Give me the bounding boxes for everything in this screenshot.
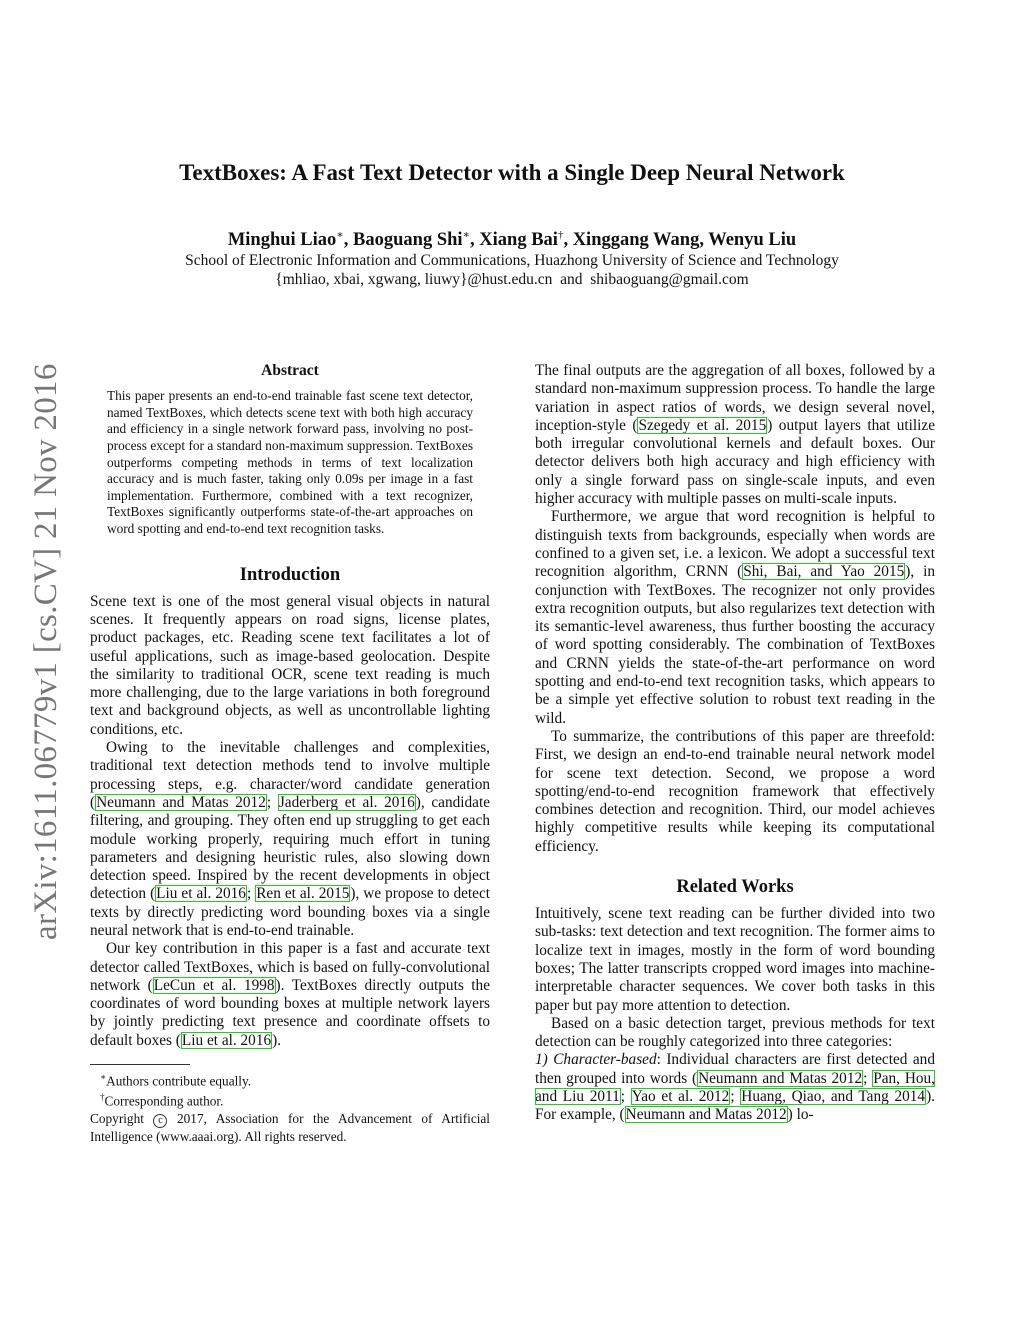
intro-paragraph-5: Furthermore, we argue that word recognition is helpful to distinguish texts from backgrounds, especially when words are confined to a given set, i.e. a lexicon. We adopt a successful text recognition algorithm, CRNN (Shi, Bai, and Yao 2015), in conjunction with TextBoxes. The recognizer not only provides extra recognition outputs, but also regularizes text detection with its semantic-level awareness, thus further boosting the accuracy of word spotting considerably. The combination of TextBoxes and CRNN yields the state-of-the-art performance on word spotting and end-to-end text recognition tasks, which appears to be a simple yet effective solution to robust text reading in the wild. — [535, 508, 935, 727]
author-emails: {mhliao, xbai, xgwang, liuwy}@hust.edu.cn and shibaoguang@gmail.com — [275, 271, 749, 288]
related-works-heading: Related Works — [676, 877, 794, 898]
abstract-heading: Abstract — [261, 362, 319, 379]
citation-link[interactable]: Jaderberg et al. 2016 — [278, 793, 415, 811]
author-name: Xinggang Wang, Wenyu Liu — [572, 230, 797, 251]
corresponding-author-mark: † — [557, 229, 564, 241]
author-name: Xiang Bai — [479, 230, 558, 251]
copyright-notice: Copyright c 2017, Association for the Advancement of Artificial Intelligence (www.aaai.org). All rights reserved. — [90, 1110, 491, 1144]
footnote-rule — [90, 1064, 190, 1065]
footnote-equal: ∗Authors contribute equally. — [99, 1072, 252, 1089]
affiliation-block — [0, 251, 1024, 289]
citation-link[interactable]: Neumann and Matas 2012 — [625, 1106, 787, 1124]
intro-paragraph-1: Scene text is one of the most general visual objects in natural scenes. It frequently appears on road signs, license plates, product packages, etc. Reading scene text facilitates a lot of useful applications, such as image-based geolocation. Despite the similarity to traditional OCR, scene text reading is much more challenging, due to the large variations in both foreground text and background objects, as well as uncontrollable lighting conditions, etc. — [90, 592, 490, 738]
citation-link[interactable]: Liu et al. 2016 — [156, 885, 246, 903]
author-name: Baoguang Shi — [353, 230, 463, 251]
right-column — [535, 362, 935, 1125]
related-paragraph-3: 1) Character-based: Individual characters are first detected and then grouped into words (Neumann and Matas 2012; Pan, Hou, and Liu 2011; Yao et al. 2012; Huang, Qiao, and Tang 2014). For example, (Neumann and Matas 2012) lo- — [535, 1051, 936, 1124]
intro-paragraph-2: Owing to the inevitable challenges and complexities, traditional text detection methods tend to involve multiple processing steps, e.g. character/word candidate generation (Neumann and Matas 2012; Jaderberg et al. 2016), candidate filtering, and grouping. They often end up struggling to get each module working properly, requiring much effort in tuning parameters and designing heuristic rules, also slowing down detection speed. Inspired by the recent developments in object detection (Liu et al. 2016; Ren et al. 2015), we propose to detect texts by directly predicting word bounding boxes via a single neural network that is end-to-end trainable. — [90, 739, 491, 939]
citation-link[interactable]: Pan, Hou, and Liu 2011 — [535, 1069, 936, 1105]
citation-link[interactable]: Liu et al. 2016 — [181, 1031, 272, 1049]
related-paragraph-1: Intuitively, scene text reading can be further divided into two sub-tasks: text detection and text recognition. The former aims to localize text in images, mostly in the form of word bounding boxes; The latter transcripts cropped word images into machine-interpretable character sequences. We cover both tasks in this paper but pay more attention to detection. — [535, 905, 935, 1014]
intro-paragraph-6: To summarize, the contributions of this paper are threefold: First, we design an end-to-end trainable neural network model for scene text detection. Second, we propose a word spotting/end-to-end recognition framework that effectively combines detection and recognition. Third, our model achieves highly competitive results while keeping its computational efficiency. — [535, 727, 935, 855]
author-name: Minghui Liao — [227, 230, 337, 251]
intro-paragraph-4: The final outputs are the aggregation of all boxes, followed by a standard non-maximum suppression process. To handle the large variation in aspect ratios of words, we design several novel, inception-style (Szegedy et al. 2015) output layers that utilize both irregular convolutional kernels and default boxes. Our detector delivers both high accuracy and high efficiency with only a single forward pass on single-scale inputs, and even higher accuracy with multiple passes on multi-scale inputs. — [535, 362, 936, 508]
paper-title: TextBoxes: A Fast Text Detector with a Single Deep Neural Network — [179, 160, 845, 185]
citation-link[interactable]: Huang, Qiao, and Tang 2014 — [741, 1087, 926, 1105]
citation-link[interactable]: Ren et al. 2015 — [256, 885, 350, 903]
introduction-heading: Introduction — [239, 564, 341, 585]
affiliation: School of Electronic Information and Communications, Huazhong University of Science and Technology — [185, 252, 839, 269]
equal-contribution-mark: ∗ — [462, 229, 471, 241]
arxiv-identifier: arXiv:1611.06779v1 [cs.CV] 21 Nov 2016 — [28, 363, 64, 940]
footnote-corresponding: †Corresponding author. — [99, 1092, 224, 1109]
citation-link[interactable]: LeCun et al. 1998 — [153, 976, 275, 994]
citation-link[interactable]: Neumann and Matas 2012 — [96, 793, 266, 811]
left-column — [90, 362, 490, 1145]
intro-paragraph-3: Our key contribution in this paper is a fast and accurate text detector called TextBoxes, which is based on fully-convolutional network (LeCun et al. 1998). TextBoxes directly outputs the coordinates of word bounding boxes at multiple network layers by jointly predicting text presence and coordinate offsets to default boxes (Liu et al. 2016). — [90, 940, 490, 1049]
citation-link[interactable]: Neumann and Matas 2012 — [698, 1069, 863, 1087]
copyright-icon: c — [153, 1114, 167, 1128]
equal-contribution-mark: ∗ — [336, 229, 344, 241]
author-list: Minghui Liao∗, Baoguang Shi∗, Xiang Bai†, Xinggang Wang, Wenyu Liu — [227, 229, 797, 251]
related-paragraph-2: Based on a basic detection target, previous methods for text detection can be roughly categorized into three categories: — [535, 1014, 935, 1051]
citation-link[interactable]: Yao et al. 2012 — [631, 1087, 730, 1105]
citation-link[interactable]: Shi, Bai, and Yao 2015 — [743, 563, 905, 581]
citation-link[interactable]: Szegedy et al. 2015 — [638, 416, 767, 434]
abstract-text: This paper presents an end-to-end trainable fast scene text detector, named TextBoxes, which detects scene text with both high accuracy and efficiency in a single network forward pass, involving no post-process except for a standard non-maximum suppression. TextBoxes outperforms competing methods in terms of text localization accuracy and is much faster, taking only 0.09s per image in a fast implementation. Furthermore, combined with a text recognizer, TextBoxes significantly outperforms state-of-the-art approaches on word spotting and end-to-end text recognition tasks. — [107, 388, 473, 537]
